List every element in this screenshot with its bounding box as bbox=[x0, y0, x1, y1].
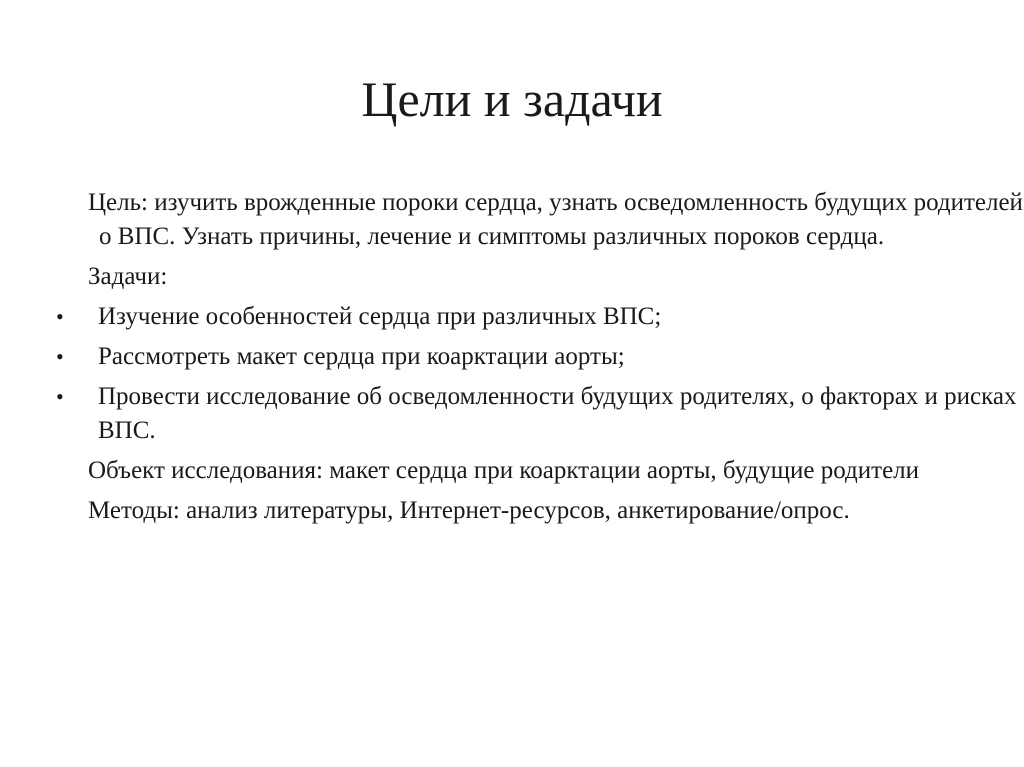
list-item bbox=[0, 340, 1024, 374]
bullet-icon: • bbox=[56, 304, 64, 329]
task-text: Провести исследование об осведомленности будущих родителях, о факторах и рисках ВПС. bbox=[98, 383, 1017, 444]
task-text: Рассмотреть макет сердца при коарктации аорты; bbox=[98, 343, 625, 370]
task-text: Изучение особенностей сердца при различных ВПС; bbox=[98, 303, 662, 330]
tasks-list bbox=[0, 300, 1024, 448]
list-item bbox=[0, 380, 1024, 448]
goal-paragraph: Цель: изучить врожденные пороки сердца, узнать осведомленность будущих родителей о ВПС. Узнать причины, лечение и симптомы различных пороков сердца. bbox=[88, 189, 1023, 250]
methods-paragraph: Методы: анализ литературы, Интернет-ресурсов, анкетирование/опрос. bbox=[88, 497, 850, 524]
object-paragraph: Объект исследования: макет сердца при коарктации аорты, будущие родители bbox=[88, 457, 920, 484]
slide-body bbox=[0, 186, 1024, 528]
slide-title: Цели и задачи bbox=[361, 71, 663, 127]
tasks-label: Задачи: bbox=[88, 263, 168, 290]
bullet-icon: • bbox=[56, 344, 64, 369]
list-item bbox=[0, 300, 1024, 334]
bullet-icon: • bbox=[56, 384, 64, 409]
